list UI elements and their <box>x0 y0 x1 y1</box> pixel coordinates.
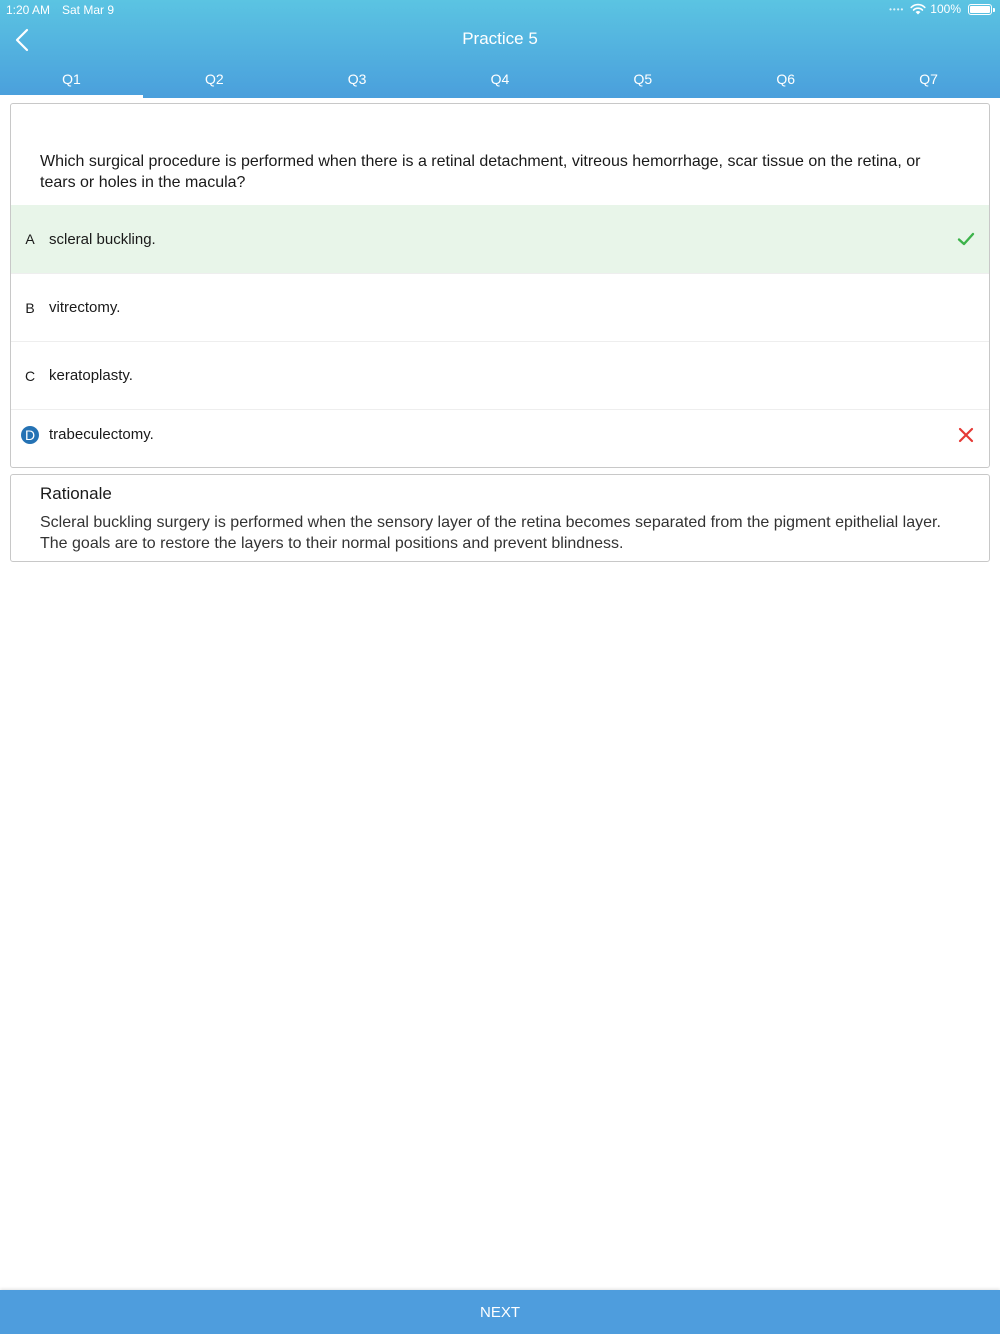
option-b[interactable] <box>11 273 989 341</box>
tab-q3[interactable]: Q3 <box>347 71 367 87</box>
wifi-icon <box>910 3 926 15</box>
option-letter: C <box>24 367 36 384</box>
close-icon <box>957 426 975 444</box>
rationale-card <box>10 474 990 562</box>
status-date: Sat Mar 9 <box>62 3 115 17</box>
status-time: 1:20 AM <box>6 3 51 17</box>
battery-icon <box>968 4 992 15</box>
rationale-title: Rationale <box>40 484 112 503</box>
option-text: scleral buckling. <box>49 230 156 248</box>
tab-q7[interactable]: Q7 <box>919 71 938 87</box>
question-tabs <box>0 62 1000 98</box>
tab-q4[interactable]: Q4 <box>490 71 510 87</box>
question-card <box>10 103 990 468</box>
page-title: Practice 5 <box>462 29 538 48</box>
check-icon <box>957 230 975 248</box>
next-button[interactable]: NEXT <box>0 1290 1000 1334</box>
status-indicators <box>889 2 992 16</box>
rationale-text: Scleral buckling surgery is performed when the sensory layer of the retina becomes separated from the pigment epithelial layer. The goals are to restore the layers to their normal positions and prevent blindness. <box>40 514 941 552</box>
tab-q5[interactable]: Q5 <box>633 71 653 87</box>
tab-q2[interactable]: Q2 <box>204 71 224 87</box>
app-header <box>0 0 1000 98</box>
tab-q6[interactable]: Q6 <box>776 71 796 87</box>
signal-icon: •••• <box>889 4 905 14</box>
option-a[interactable] <box>11 205 989 273</box>
option-text: vitrectomy. <box>49 299 121 316</box>
option-letter: B <box>25 299 35 316</box>
option-c[interactable] <box>11 341 989 409</box>
option-letter: A <box>25 231 35 247</box>
option-letter: D <box>21 426 39 444</box>
status-bar <box>0 0 1000 20</box>
option-text: trabeculectomy. <box>49 426 154 443</box>
option-d[interactable] <box>11 409 989 459</box>
battery-percent: 100% <box>930 2 961 16</box>
tab-q1[interactable]: Q1 <box>0 62 143 98</box>
question-text: Which surgical procedure is performed when there is a retinal detachment, vitreous hemorrhage, scar tissue on the retina, or tears or holes in the macula? <box>40 153 921 191</box>
option-text: keratoplasty. <box>49 367 133 384</box>
